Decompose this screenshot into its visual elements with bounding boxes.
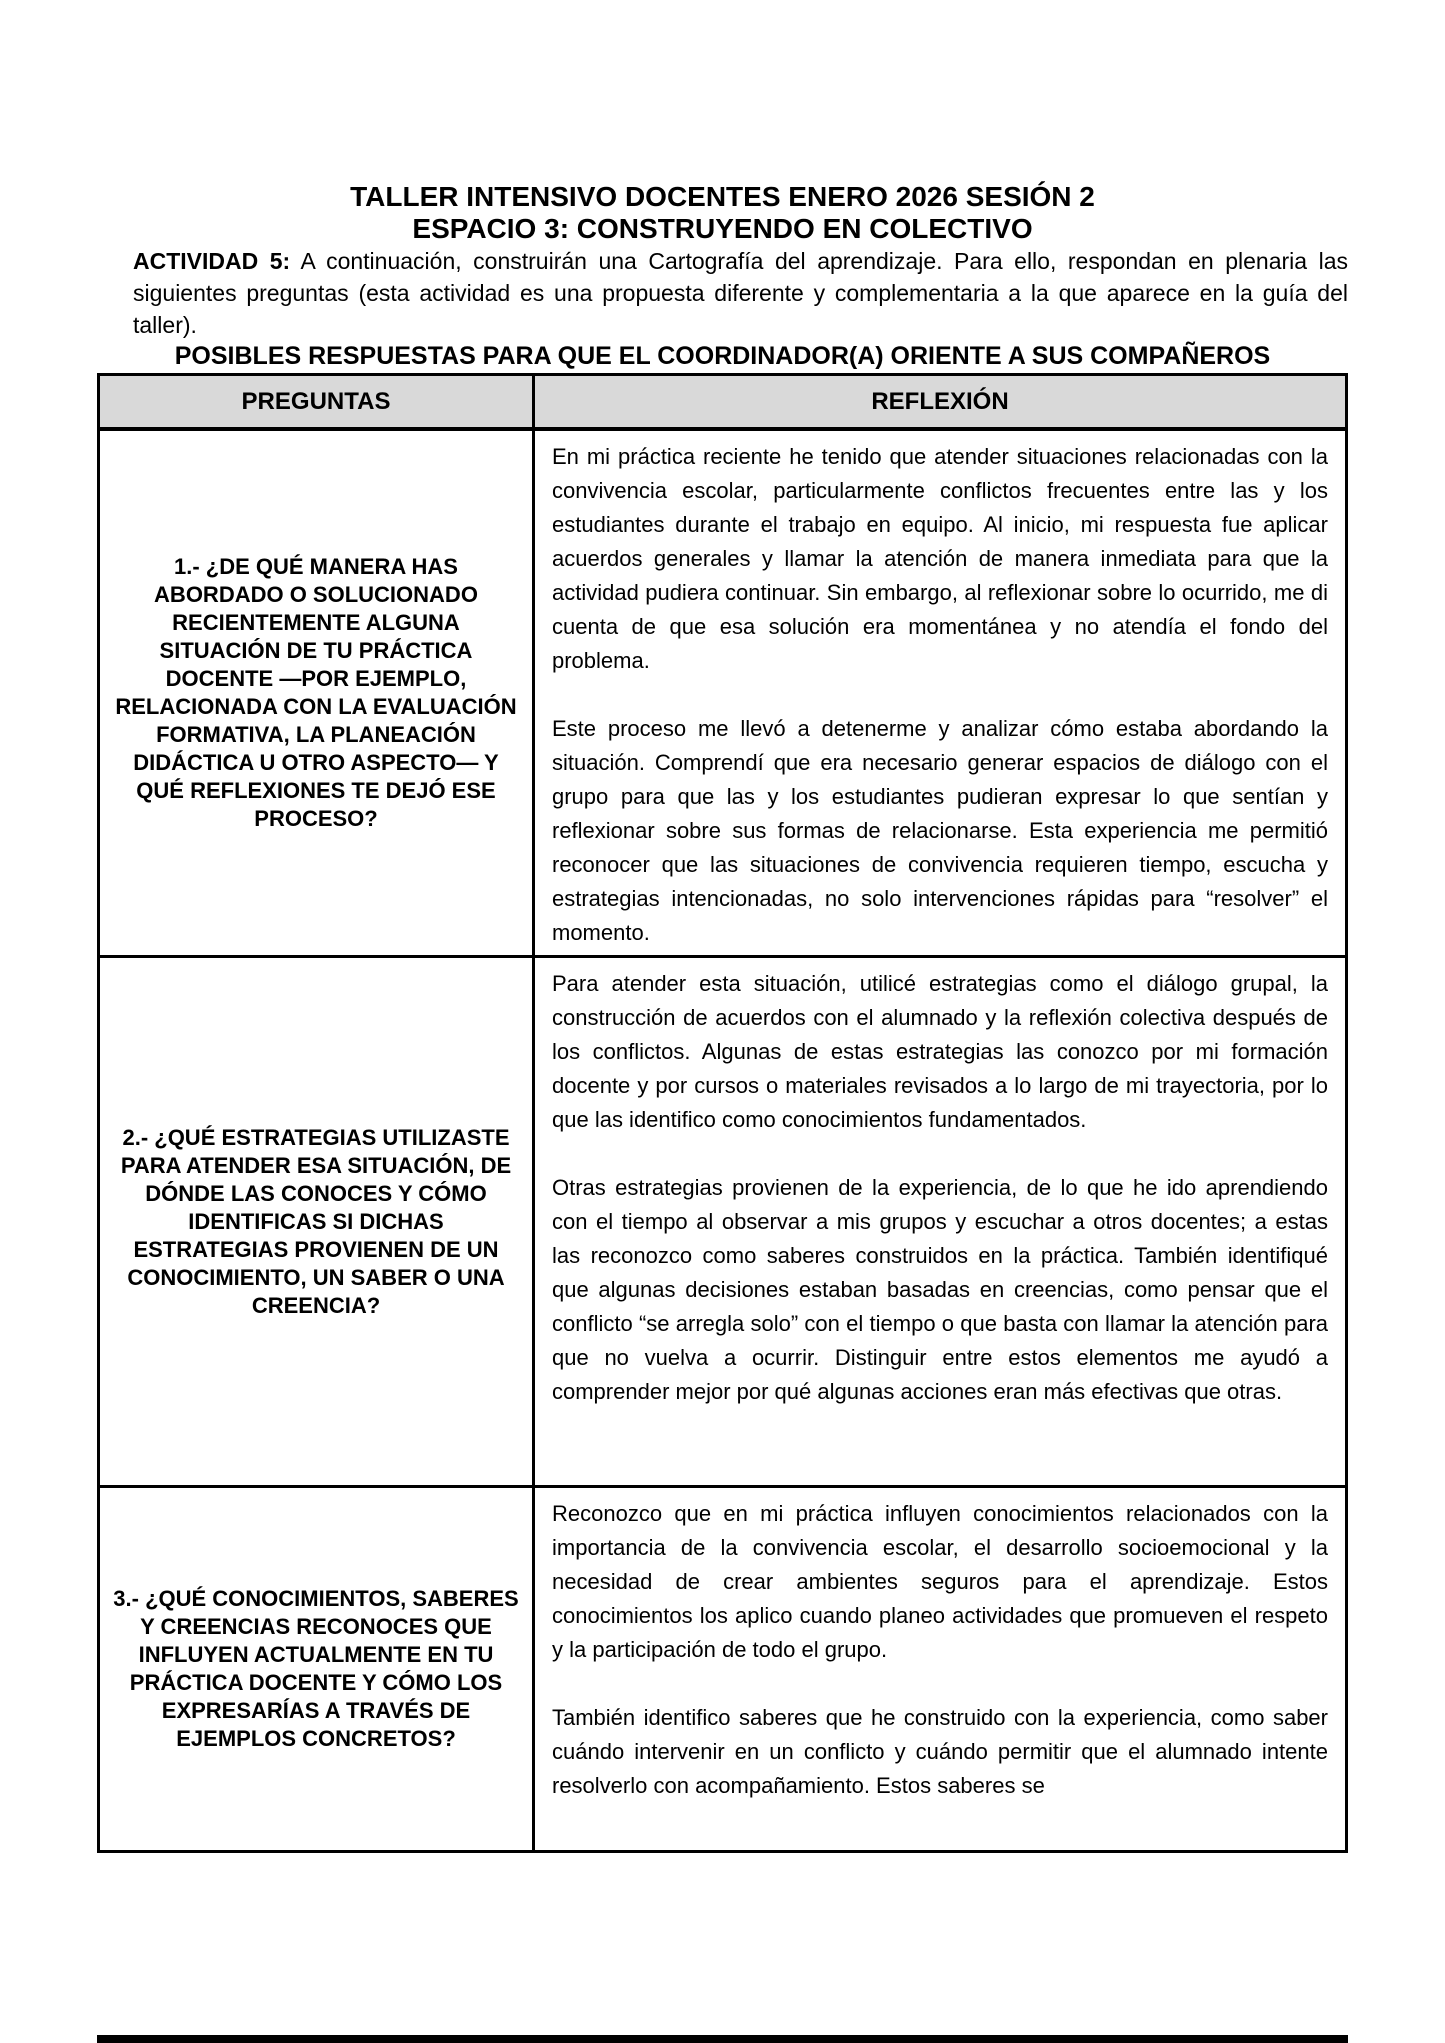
questions-reflection-table [97,373,1348,1853]
reflection-2-paragraph-1: Para atender esta situación, utilicé estrategias como el diálogo grupal, la construcción de acuerdos con el alumnado y la reflexión colectiva después de los conflictos. Algunas de estas estrategias las conozco por mi formación docente y por cursos o materiales revisados a lo largo de mi trayectoria, por lo que las identifico como conocimientos fundamentados. [552,971,1328,1132]
question-cell-3: 3.- ¿QUÉ CONOCIMIENTOS, SABERES Y CREENCIAS RECONOCES QUE INFLUYEN ACTUALMENTE EN TU PRÁCTICA DOCENTE Y CÓMO LOS EXPRESARÍAS A TRAVÉS DE EJEMPLOS CONCRETOS? [100,1488,535,1850]
activity-label: ACTIVIDAD 5: [133,248,291,274]
activity-text: A continuación, construirán una Cartografía del aprendizaje. Para ello, respondan en plenaria las siguientes preguntas (esta actividad es una propuesta diferente y complementaria a la que aparece en la guía del taller). [133,248,1348,338]
column-header-reflexion: REFLEXIÓN [871,387,1009,415]
reflection-2-paragraph-2: Otras estrategias provienen de la experiencia, de lo que he ido aprendiendo con el tiempo al observar a mis grupos y escuchar a otros docentes; a estas las reconozco como saberes construidos en la práctica. También identifiqué que algunas decisiones estaban basadas en creencias, como pensar que el conflicto “se arregla solo” con el tiempo o que basta con llamar la atención para que no vuelva a ocurrir. Distinguir entre estos elementos me ayudó a comprender mejor por qué algunas acciones eran más efectivas que otras. [552,1175,1328,1404]
activity-paragraph [133,245,1348,341]
document-content [97,181,1348,1853]
reflection-3-paragraph-2: También identifico saberes que he construido con la experiencia, como saber cuándo intervenir en un conflicto y cuándo permitir que el alumnado intente resolverlo con acompañamiento. Estos saberes se [552,1705,1328,1798]
next-page-row-top-border [97,2035,1348,2043]
question-cell-1: 1.- ¿DE QUÉ MANERA HAS ABORDADO O SOLUCIONADO RECIENTEMENTE ALGUNA SITUACIÓN DE TU PRÁCTICA DOCENTE —POR EJEMPLO, RELACIONADA CON LA EVALUACIÓN FORMATIVA, LA PLANEACIÓN DIDÁCTICA U OTRO ASPECTO— Y QUÉ REFLEXIONES TE DEJÓ ESE PROCESO? [100,431,535,955]
reflection-cell-3 [535,1488,1345,1850]
question-cell-2: 2.- ¿QUÉ ESTRATEGIAS UTILIZASTE PARA ATENDER ESA SITUACIÓN, DE DÓNDE LAS CONOCES Y CÓMO IDENTIFICAS SI DICHAS ESTRATEGIAS PROVIENEN DE UN CONOCIMIENTO, UN SABER O UNA CREENCIA? [100,958,535,1485]
reflection-1-paragraph-1: En mi práctica reciente he tenido que atender situaciones relacionadas con la convivencia escolar, particularmente conflictos frecuentes entre las y los estudiantes durante el trabajo en equipo. Al inicio, mi respuesta fue aplicar acuerdos generales y llamar la atención de manera inmediata para que la actividad pudiera continuar. Sin embargo, al reflexionar sobre lo ocurrido, me di cuenta de que esa solución era momentánea y no atendía el fondo del problema. [552,444,1328,673]
reflection-cell-1 [535,431,1345,955]
document-title-line1: TALLER INTENSIVO DOCENTES ENERO 2026 SESIÓN 2 [350,181,1095,212]
document-subtitle: POSIBLES RESPUESTAS PARA QUE EL COORDINADOR(A) ORIENTE A SUS COMPAÑEROS [174,342,1271,370]
column-header-preguntas: PREGUNTAS [100,376,535,427]
table-row-2 [100,958,1345,1488]
document-title-line2: ESPACIO 3: CONSTRUYENDO EN COLECTIVO [412,213,1033,244]
table-row-1 [100,431,1345,958]
reflection-1-paragraph-2: Este proceso me llevó a detenerme y analizar cómo estaba abordando la situación. Comprendí que era necesario generar espacios de diálogo con el grupo para que las y los estudiantes pudieran expresar lo que sentían y reflexionar sobre sus formas de relacionarse. Esta experiencia me permitió reconocer que las situaciones de convivencia requieren tiempo, escucha y estrategias intencionadas, no solo intervenciones rápidas para “resolver” el momento. [552,716,1328,945]
reflection-cell-2 [535,958,1345,1485]
table-row-3 [100,1488,1345,1850]
reflection-3-paragraph-1: Reconozco que en mi práctica influyen conocimientos relacionados con la importancia de la convivencia escolar, el desarrollo socioemocional y la necesidad de crear ambientes seguros para el aprendizaje. Estos conocimientos los aplico cuando planeo actividades que promueven el respeto y la participación de todo el grupo. [552,1501,1328,1662]
table-header-row [100,376,1345,431]
